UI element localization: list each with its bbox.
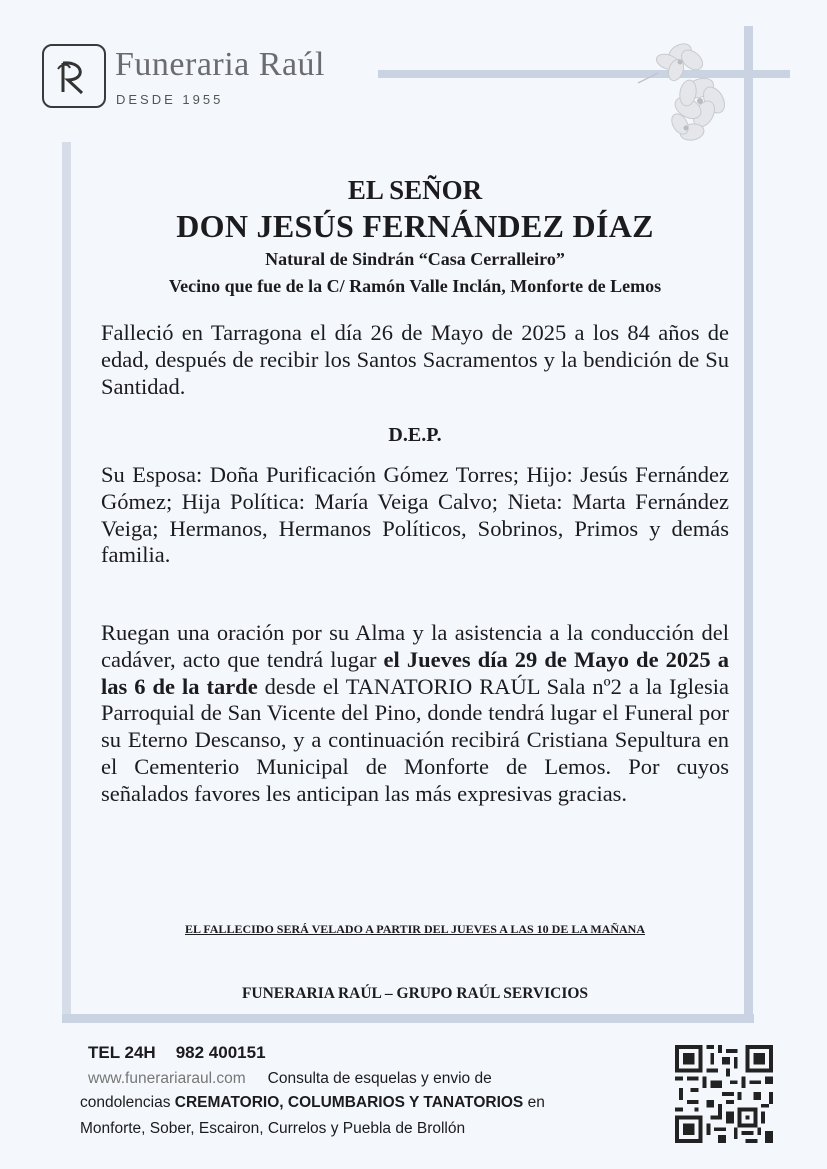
services-list: CREMATORIO, COLUMBARIOS Y TANATORIOS [174, 1094, 524, 1111]
footer-line-2-post: en [523, 1094, 545, 1111]
phone-line [88, 1043, 266, 1063]
logo-since: DESDE 1955 [116, 92, 224, 107]
notice-title: EL SEÑOR [347, 175, 483, 205]
residence-line: Vecino que fue de la C/ Ramón Valle Inclán, Monforte de Lemos [168, 276, 662, 296]
group-line: FUNERARIA RAÚL – GRUPO RAÚL SERVICIOS [241, 985, 589, 1002]
footer-line-2 [80, 1094, 545, 1112]
request-paragraph [101, 620, 729, 808]
phone-number[interactable]: 982 400151 [175, 1043, 266, 1062]
footer-line-2-pre: condolencias [80, 1094, 175, 1111]
origin-line: Natural de Sindrán “Casa Cerralleiro” [265, 249, 565, 269]
frame-right-bar [744, 26, 753, 1016]
request-date: el Jueves día 29 de Mayo de 2025 a las 6 de la tarde [101, 646, 729, 699]
deceased-name: DON JESÚS FERNÁNDEZ DÍAZ [176, 208, 654, 244]
request-intro: Ruegan una oración por su Alma y la asistencia a la conducción del cadáver, acto que tendrá lugar [101, 620, 729, 672]
flowers-icon [618, 28, 738, 148]
request-rest: desde el TANATORIO RAÚL Sala nº2 a la Iglesia Parroquial de San Vicente del Pino, donde tendrá lugar el Funeral por su Eterno Descanso, y a continuación recibirá Cristiana Sepultura en el Cementerio Municipal de Monforte de Lemos. Por cuyos señalados favores les anticipan las más expresivas gracias. [101, 673, 729, 806]
locations-line: Monforte, Sober, Escairon, Currelos y Puebla de Brollón [80, 1120, 466, 1137]
family-paragraph: Su Esposa: Doña Purificación Gómez Torres; Hijo: Jesús Fernández Gómez; Hija Política: María Veiga Calvo; Nieta: Marta Fernández Veiga; Hermanos, Hermanos Políticos, Sobrinos, Primos y demás familia. [101, 462, 729, 568]
frame-bottom-bar [62, 1014, 754, 1023]
frame-left-bar [62, 142, 71, 1022]
logo-name: Funeraria Raúl [115, 46, 325, 83]
website-link[interactable]: www.funerariaraul.com [88, 1070, 246, 1087]
death-paragraph: Falleció en Tarragona el día 26 de Mayo de 2025 a los 84 años de edad, después de recibir los Santos Sacramentos y la bendición de Su Santidad. [101, 320, 729, 399]
wake-notice: EL FALLECIDO SERÁ VELADO A PARTIR DEL JUEVES A LAS 10 DE LA MAÑANA [184, 922, 645, 936]
phone-label: TEL 24H [88, 1043, 156, 1062]
dep-heading: D.E.P. [388, 424, 442, 446]
footer-line-1-text: Consulta de esquelas y envio de [267, 1070, 492, 1087]
funeraria-raul-logo-icon [42, 44, 106, 108]
footer-line-1 [88, 1070, 492, 1088]
qr-code-icon[interactable] [675, 1045, 773, 1143]
